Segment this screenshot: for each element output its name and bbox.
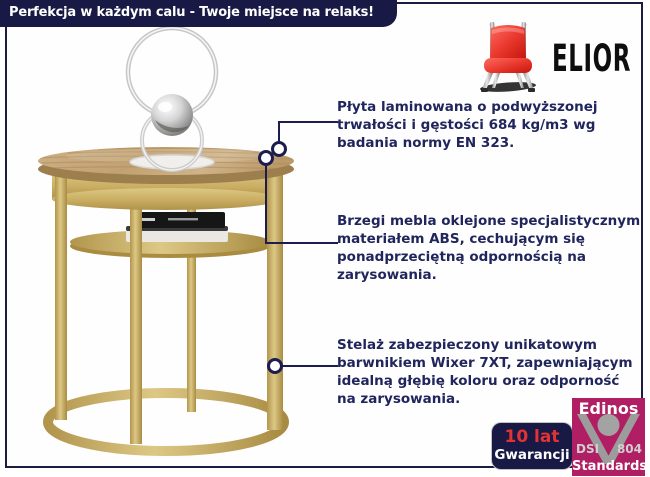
feature-2-line-2: materiałem ABS, cechującym się bbox=[337, 231, 585, 247]
table-center-leg bbox=[130, 182, 142, 444]
feature-3-line-1: Stelaż zabezpieczony unikatowym bbox=[337, 337, 597, 353]
brand-logo bbox=[468, 20, 632, 98]
certificate-badge bbox=[572, 398, 648, 476]
callout-line-2-horizontal bbox=[265, 242, 338, 244]
callout-line-1-horizontal bbox=[278, 121, 338, 123]
feature-2-line-4: zarysowania. bbox=[337, 267, 437, 283]
table-left-leg bbox=[55, 174, 67, 420]
header-title: Perfekcja w każdym calu - Twoje miejsce na relaks! bbox=[9, 5, 374, 20]
feature-2-line-3: ponadprzeciętną odpornością na bbox=[337, 249, 586, 265]
feature-1-line-2: trwałości i gęstości 684 kg/m3 wg bbox=[337, 117, 596, 133]
feature-2-line-1: Brzegi mebla oklejone specjalistycznym bbox=[337, 213, 641, 229]
callout-line-3-horizontal bbox=[282, 365, 338, 367]
warranty-badge bbox=[492, 423, 572, 469]
warranty-years: 10 lat bbox=[504, 427, 560, 447]
callout-line-2-vertical bbox=[265, 166, 267, 244]
feature-3-line-4: na zarysowania. bbox=[337, 391, 461, 407]
certificate-code: 804 bbox=[616, 442, 642, 456]
red-chair-icon bbox=[468, 20, 548, 98]
certificate-name: Edinos bbox=[578, 399, 639, 418]
feature-text-laminated-board bbox=[337, 98, 643, 152]
feature-text-abs-edges bbox=[337, 212, 643, 284]
feature-3-line-3: idealną głębię koloru oraz odporność bbox=[337, 373, 620, 389]
warranty-label: Gwarancji bbox=[494, 447, 570, 463]
table-base-ring bbox=[48, 393, 284, 451]
feature-1-line-1: Płyta laminowana o podwyższonej bbox=[337, 99, 598, 115]
callout-marker-3-icon bbox=[267, 358, 283, 374]
feature-3-line-2: barwnikiem Wixer 7XT, zapewniającym bbox=[337, 355, 633, 371]
header-ribbon bbox=[0, 0, 397, 27]
certificate-standards: Standards bbox=[572, 459, 648, 474]
callout-marker-2-icon bbox=[258, 150, 274, 166]
table-right-leg bbox=[267, 164, 283, 430]
product-image-side-table bbox=[8, 22, 338, 467]
certificate-dsi: DSI bbox=[576, 442, 600, 456]
feature-1-line-3: badania normy EN 323. bbox=[337, 135, 515, 151]
brand-name: ELIOR bbox=[552, 37, 632, 80]
